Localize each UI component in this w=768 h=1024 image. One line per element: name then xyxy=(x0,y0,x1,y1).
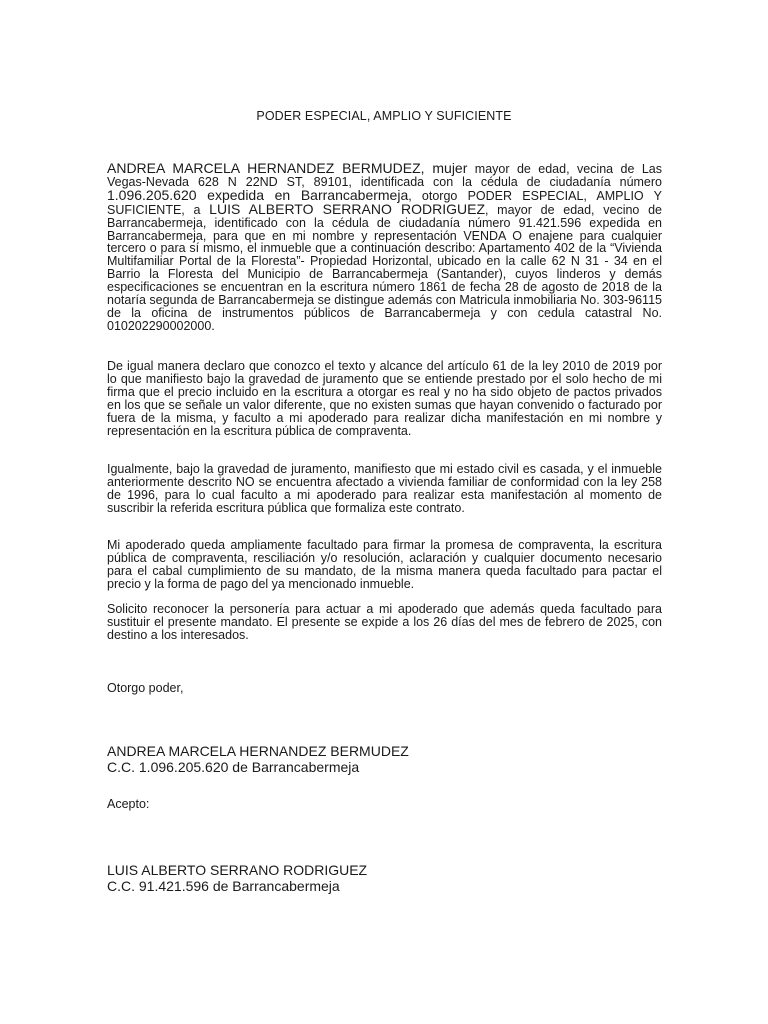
paragraph-faculties: Mi apoderado queda ampliamente facultado para firmar la promesa de compraventa, la escritura pública de compraventa, resciliación y/o resolución, aclaración y cualquier documento necesario para el cabal cumplimiento de su mandato, de la misma manera queda facultado para pactar el precio y la forma de pago del ya mencionado inmueble. xyxy=(107,538,662,591)
signature-block-grantor xyxy=(107,743,409,775)
signer-name: LUIS ALBERTO SERRANO RODRIGUEZ xyxy=(107,862,368,878)
otorgo-label: Otorgo poder, xyxy=(107,681,184,695)
paragraph-civil-status: Igualmente, bajo la gravedad de juramento, manifiesto que mi estado civil es casada, y el inmueble anteriormente descrito NO se encuentra afectado a vivienda familiar de conformidad con la ley 258 de 1996, para lo cual faculto a mi apoderado para realizar esta manifestación al momento de suscribir la referida escritura pública que formaliza este contrato. xyxy=(107,462,662,515)
paragraph-price-declaration: De igual manera declaro que conozco el texto y alcance del artículo 61 de la ley 2010 de 2019 por lo que manifiesto bajo la gravedad de juramento que se entiende prestado por el solo hecho de mi firma que el precio incluido en la escritura a otorgar es real y no ha sido objeto de pactos privados en los que se señale un valor diferente, que no existen sumas que hayan convenido o facturado por fuera de la misma, y faculto a mi apoderado para realizar dicha manifestación en mi nombre y representación en la escritura pública de compraventa. xyxy=(107,359,662,438)
signature-block-attorney xyxy=(107,862,367,894)
document-title: PODER ESPECIAL, AMPLIO Y SUFICIENTE xyxy=(256,109,512,123)
paragraph-grant xyxy=(107,162,662,333)
grantor-id: 1.096.205.620 expedida en Barrancabermeja xyxy=(107,186,409,203)
signer-name: ANDREA MARCELA HERNANDEZ BERMUDEZ xyxy=(107,743,409,759)
grantor-name: ANDREA MARCELA HERNANDEZ BERMUDEZ, mujer xyxy=(107,160,468,176)
paragraph-closing: Solicito reconocer la personería para actuar a mi apoderado que además queda facultado para sustituir el presente mandato. El presente se expide a los 26 días del mes de febrero de 2025, con destino a los interesados. xyxy=(107,602,662,642)
grantor-details: mayor de edad, vecina de Las Vegas-Nevada 628 N 22ND ST, 89101, identificada con la cédula de ciudadanía número xyxy=(107,162,662,189)
signer-id: C.C. 91.421.596 de Barrancabermeja xyxy=(107,878,340,894)
grant-statement: , otorgo PODER ESPECIAL, AMPLIO Y SUFICIENTE, a xyxy=(107,188,662,217)
signer-id: C.C. 1.096.205.620 de Barrancabermeja xyxy=(107,759,360,775)
acepto-label: Acepto: xyxy=(107,797,150,811)
property-description: , mayor de edad, vecino de Barrancabermeja, identificado con la cédula de ciudadanía número 91.421.596 expedida en Barrancabermeja, para que en mi nombre y representación VENDA O enajene para cualquier tercero o para sí mismo, el inmueble que a continuación describo: Apartamento 402 de la “Vivienda Multifamiliar Portal de la Floresta”- Propiedad Horizontal, ubicado en la calle 62 N 31 - 34 en el Barrio la Floresta del Municipio de Barrancabermeja (Santander), cuyos linderos y demás especificaciones se encuentran en la escritura número 1861 de fecha 28 de agosto de 2018 de la notaría segunda de Barrancabermeja se distingue además con Matricula inmobiliaria No. 303-96115 de la oficina de instrumentos públicos de Barrancabermeja y con cedula catastral No. 010202290002000. xyxy=(107,202,662,333)
attorney-name: LUIS ALBERTO SERRANO RODRIGUEZ xyxy=(209,200,485,217)
